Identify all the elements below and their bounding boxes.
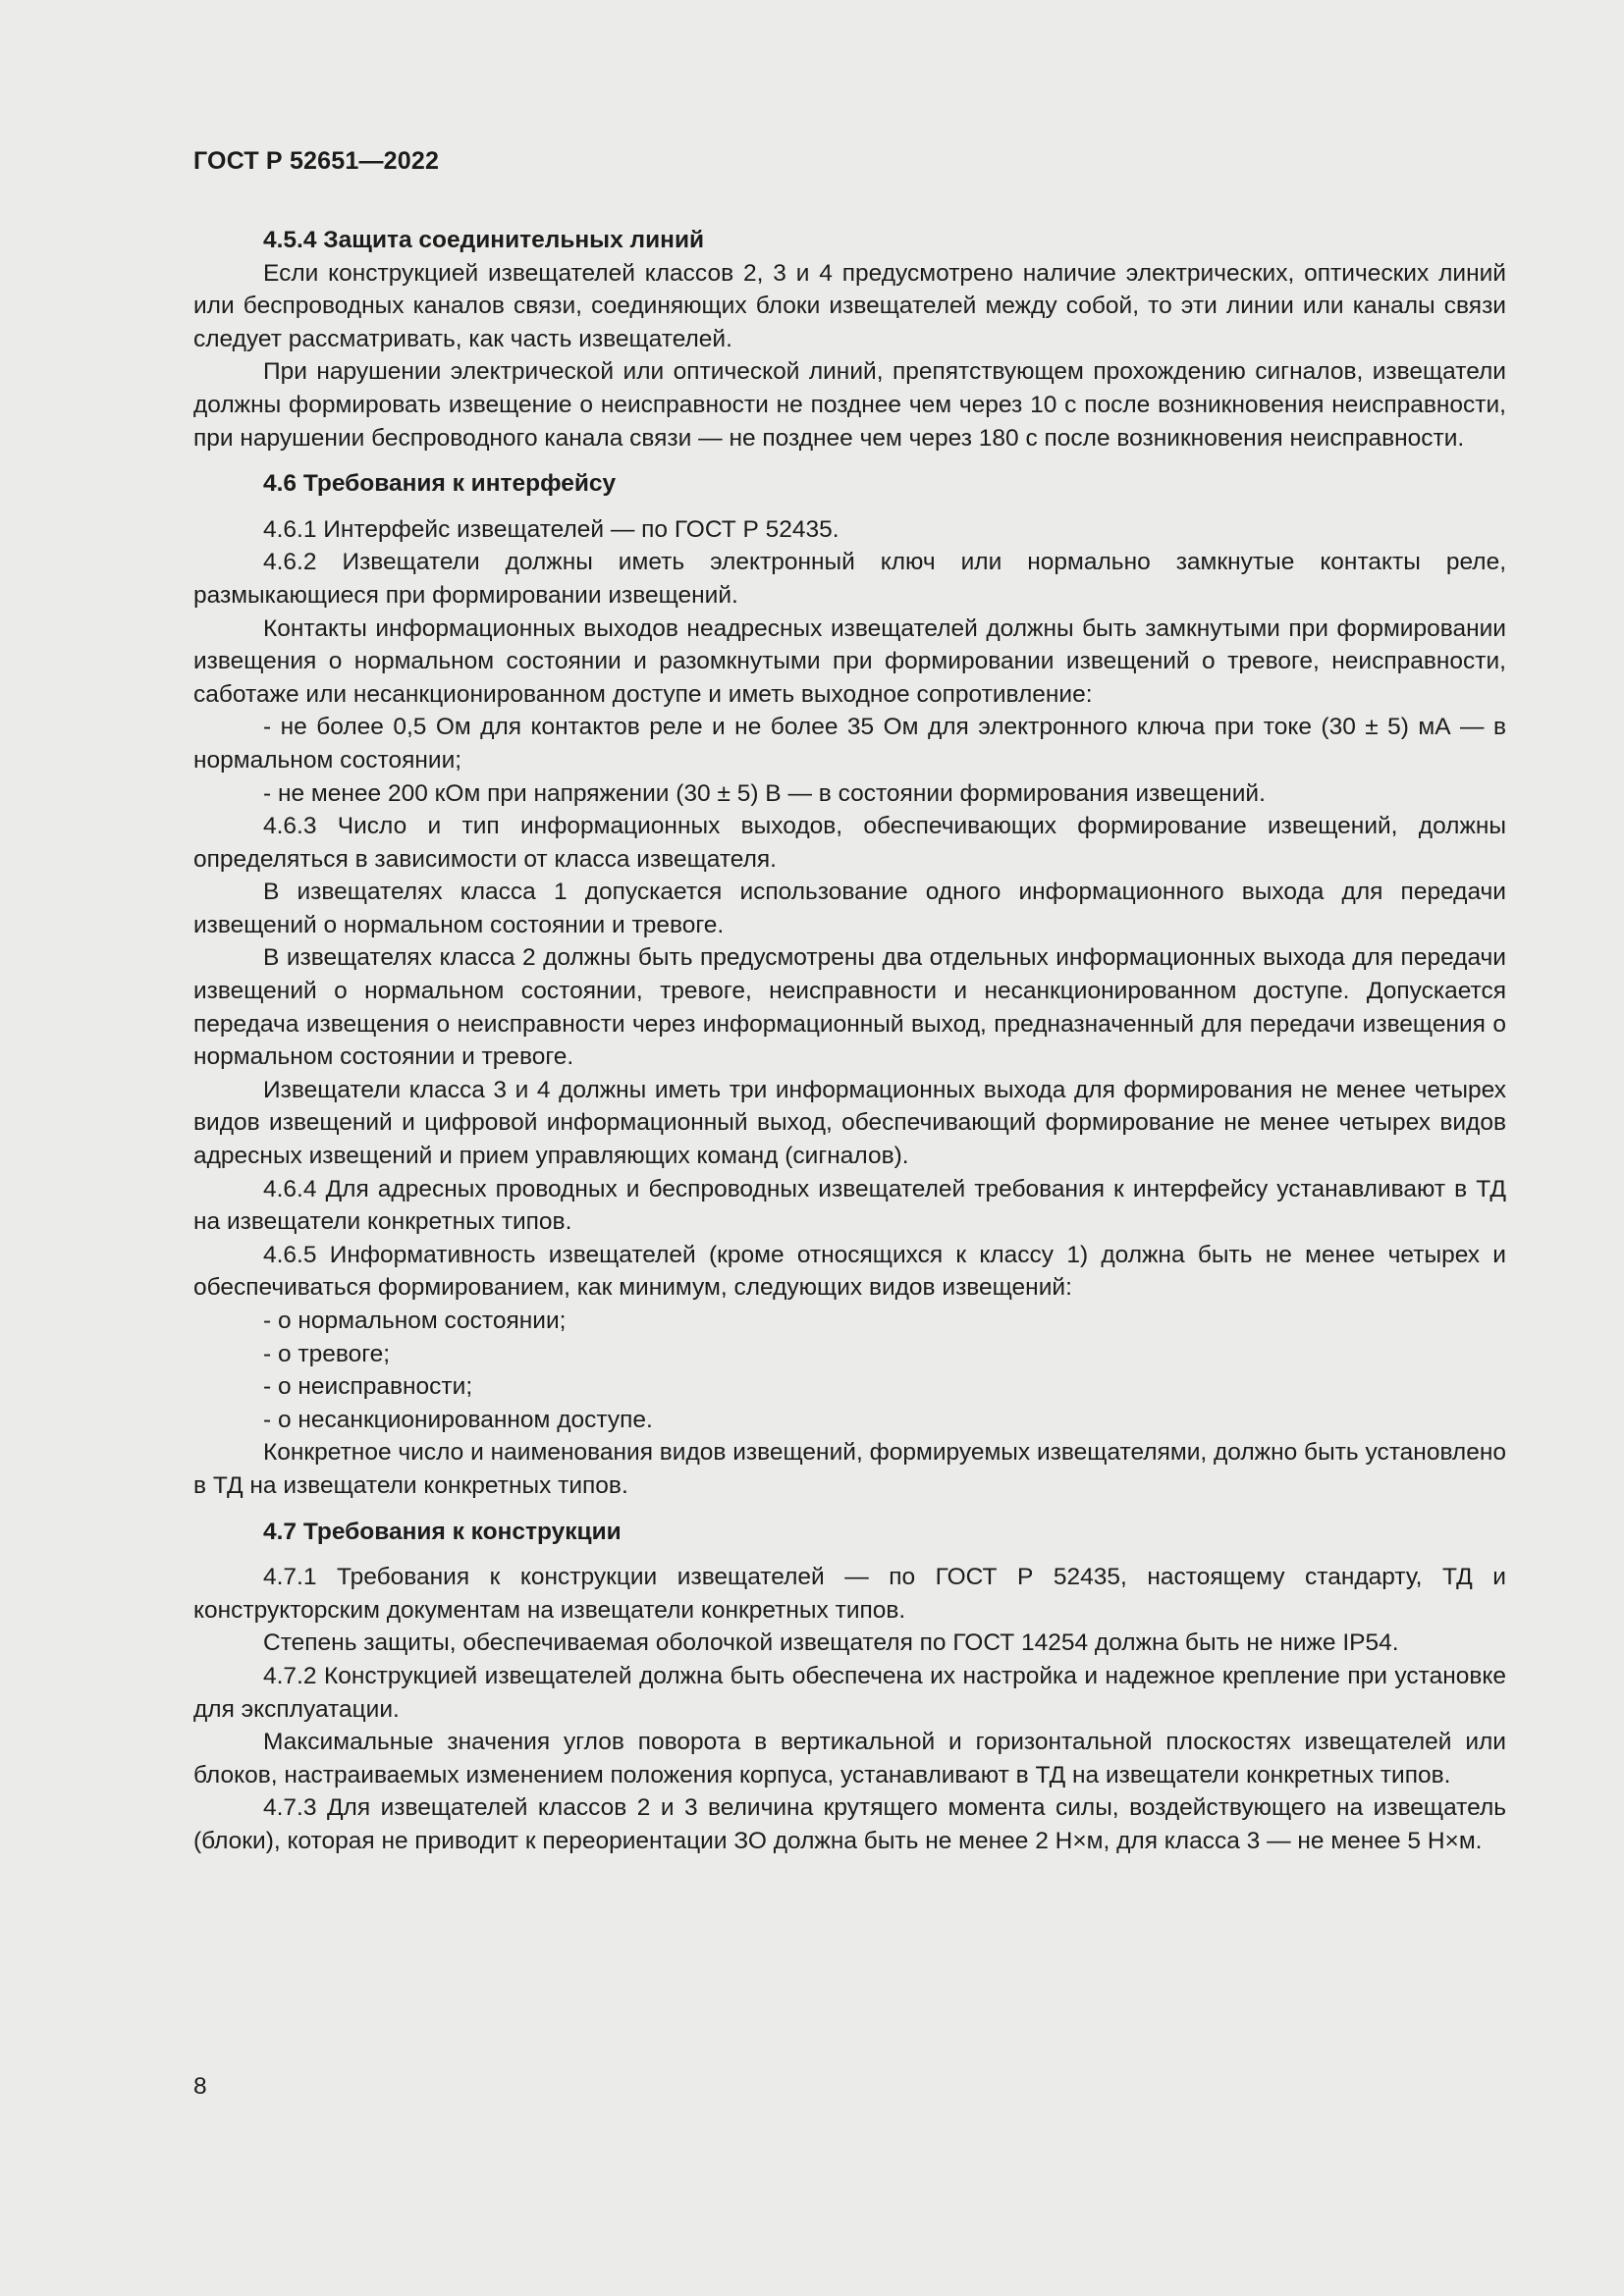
paragraph: В извещателях класса 1 допускается использование одного информационного выхода для передачи извещений о нормальном состоянии и тревоге. [193,879,1506,938]
section-heading-4-5-4: 4.5.4 Защита соединительных линий [263,227,705,253]
paragraph: 4.6.3 Число и тип информационных выходов, обеспечивающих формирование извещений, должны определяться в зависимости от класса извещателя. [193,813,1506,873]
paragraph: В извещателях класса 2 должны быть предусмотрены два отдельных информационных выхода для передачи извещений о нормальном состоянии, тревоге, неисправности и несанкционированном доступе. Допускается передача извещения о неисправности через информационный выход, предназначенный для передачи извещения о нормальном состоянии и тревоге. [193,944,1506,1071]
page-content [193,224,1506,1858]
page-number: 8 [193,2073,207,2100]
paragraph: Извещатели класса 3 и 4 должны иметь три информационных выхода для формирования не менее четырех видов извещений и цифровой информационный выход, обеспечивающий формирование не менее четырех видов адресных извещений и прием управляющих команд (сигналов). [193,1076,1506,1170]
section-heading-4-7: 4.7 Требования к конструкции [263,1518,622,1545]
list-item: - о несанкционированном доступе. [263,1406,653,1433]
list-item: - о нормальном состоянии; [263,1308,567,1334]
paragraph: 4.6.5 Информативность извещателей (кроме относящихся к классу 1) должна быть не менее четырех и обеспечиваться формированием, как минимум, следующих видов извещений: [193,1241,1506,1302]
paragraph: 4.6.1 Интерфейс извещателей — по ГОСТ Р 52435. [263,515,839,543]
paragraph: 4.7.1 Требования к конструкции извещателей — по ГОСТ Р 52435, настоящему стандарту, ТД и конструкторским документам на извещатели конкретных типов. [193,1564,1506,1624]
list-item: - о неисправности; [263,1373,473,1401]
document-code-header: ГОСТ Р 52651—2022 [193,147,440,175]
list-item: - о тревоге; [263,1340,391,1367]
list-item: - не более 0,5 Ом для контактов реле и не более 35 Ом для электронного ключа при токе (30 ± 5) мА — в нормальном состоянии; [193,714,1506,774]
paragraph: 4.7.2 Конструкцией извещателей должна быть обеспечена их настройка и надежное крепление при установке для эксплуатации. [193,1662,1506,1723]
paragraph: Если конструкцией извещателей классов 2, 3 и 4 предусмотрено наличие электрических, оптических линий или беспроводных каналов связи, соединяющих блоки извещателей между собой, то эти линии или каналы связи следует рассматривать, как часть извещателей. [193,259,1506,352]
section-heading-4-6: 4.6 Требования к интерфейсу [263,470,617,498]
paragraph: Контакты информационных выходов неадресных извещателей должны быть замкнутыми при формировании извещения о нормальном состоянии и разомкнутыми при формировании извещений о тревоге, неисправности, саботаже или несанкционированном доступе и иметь выходное сопротивление: [193,614,1506,708]
paragraph: Конкретное число и наименования видов извещений, формируемых извещателями, должно быть установлено в ТД на извещатели конкретных типов. [193,1439,1506,1499]
paragraph: Степень защиты, обеспечиваемая оболочкой извещателя по ГОСТ 14254 должна быть не ниже IP54. [263,1629,1399,1657]
paragraph: Максимальные значения углов поворота в вертикальной и горизонтальной плоскостях извещателей или блоков, настраиваемых изменением положения корпуса, устанавливают в ТД на извещатели конкретных типов. [193,1729,1506,1789]
list-item: - не менее 200 кОм при напряжении (30 ± 5) В — в состоянии формирования извещений. [263,779,1266,807]
paragraph: 4.7.3 Для извещателей классов 2 и 3 величина крутящего момента силы, воздействующего на извещатель (блоки), которая не приводит к переориентации ЗО должна быть не менее 2 Н×м, для класса 3 — не менее 5 Н×м. [193,1794,1506,1854]
paragraph: При нарушении электрической или оптической линий, препятствующем прохождению сигналов, извещатели должны формировать извещение о неисправности не позднее чем через 10 с после возникновения неисправности, при нарушении беспроводного канала связи — не позднее чем через 180 с после возникновения неисправности. [193,358,1506,452]
paragraph: 4.6.4 Для адресных проводных и беспроводных извещателей требования к интерфейсу устанавливают в ТД на извещатели конкретных типов. [193,1175,1506,1236]
paragraph: 4.6.2 Извещатели должны иметь электронный ключ или нормально замкнутые контакты реле, размыкающиеся при формировании извещений. [193,549,1506,609]
